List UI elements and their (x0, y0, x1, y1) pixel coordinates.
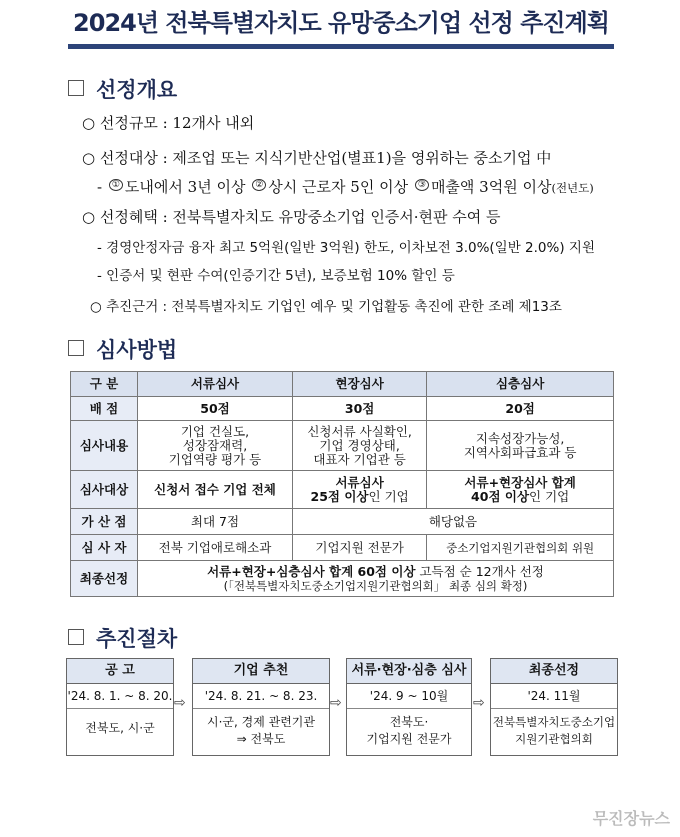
cond-2: 상시 근로자 5인 이상 (268, 178, 409, 196)
table-cell: 50점 (138, 397, 293, 421)
benefit-loan: - 경영안정자금 융자 최고 5억원(일반 3억원) 한도, 이차보전 3.0%(일반 2.0%) 지원 (97, 240, 595, 256)
review-table (70, 371, 614, 597)
section-heading-text: 선정개요 (96, 78, 178, 102)
final-rest: 고득점 순 12개사 선정 (415, 563, 544, 579)
cell-line: 서류심사 (335, 474, 384, 490)
cell-line: 지속성장가능성, (475, 430, 565, 446)
watermark: 무진장뉴스 (592, 809, 670, 828)
table-cell (427, 421, 614, 471)
arrow-right-icon: ⇨ (174, 695, 186, 711)
step-date: '24. 9 ~ 10월 (347, 684, 471, 709)
final-criteria: 서류+현장+심층심사 합계 60점 이상 (207, 563, 416, 579)
cell-line: 지역사회파급효과 등 (463, 444, 577, 460)
cell-line-rest: 인 기업 (529, 488, 570, 504)
step-date: '24. 8. 21. ~ 8. 23. (193, 684, 329, 709)
overview-benefit: ○ 선정혜택 : 전북특별자치도 유망중소기업 인증서·현판 수여 등 (82, 208, 501, 226)
cell-line: 서류+현장심사 합계 (464, 474, 576, 490)
step-title: 공 고 (67, 659, 173, 684)
step-final-selection (490, 658, 618, 756)
cell-line: 대표자 기업관 등 (313, 451, 406, 467)
cond-note: (전년도) (551, 181, 594, 195)
table-header-cell: 현장심사 (292, 372, 426, 397)
cell-line: 기업 건실도, (180, 423, 250, 439)
step-who-line: 시·군, 경제 관련기관 (207, 715, 315, 729)
table-cell: 20점 (427, 397, 614, 421)
step-review (346, 658, 472, 756)
cell-line: 성장잠재력, (182, 437, 248, 453)
table-cell: 최대 7점 (138, 509, 293, 535)
table-header-cell: 구 분 (71, 372, 138, 397)
step-title: 최종선정 (491, 659, 617, 684)
overview-basis: ○ 추진근거 : 전북특별자치도 기업인 예우 및 기업활동 촉진에 관한 조례 제13조 (90, 299, 562, 315)
section-heading-review (68, 334, 177, 364)
row-label: 심 사 자 (71, 535, 138, 561)
step-title: 서류·현장·심층 심사 (347, 659, 471, 684)
table-cell: 전북 기업애로해소과 (138, 535, 293, 561)
final-note: (「전북특별자치도중소기업지원기관협의회」 최종 심의 확정) (223, 578, 528, 593)
step-who-line: 전북도, 시·군 (85, 721, 155, 735)
step-who-line: ⇒ 전북도 (236, 732, 286, 746)
table-row-content (71, 421, 614, 471)
table-cell: 해당없음 (292, 509, 613, 535)
cell-line-bold: 40점 이상 (471, 488, 530, 504)
table-cell (138, 561, 614, 597)
benefit-certificate: - 인증서 및 현판 수여(인증기간 5년), 보증보험 10% 할인 등 (97, 268, 455, 284)
cell-line-rest: 인 기업 (368, 488, 409, 504)
mark-3: ③ (415, 179, 429, 191)
step-recommendation (192, 658, 330, 756)
overview-scale: ○ 선정규모 : 12개사 내외 (82, 114, 255, 132)
step-announcement (66, 658, 174, 756)
step-who-line: 전북특별자치도중소기업 (492, 715, 616, 729)
cond-1: 도내에서 3년 이상 (124, 178, 246, 196)
mark-2: ② (252, 179, 266, 191)
step-who (491, 709, 617, 748)
cond-3: 매출액 3억원 이상 (430, 178, 552, 196)
mark-1: ① (109, 179, 123, 191)
checkbox-square-icon (68, 80, 84, 96)
arrow-right-icon: ⇨ (330, 695, 342, 711)
section-heading-text: 심사방법 (96, 338, 178, 362)
table-header-cell: 심층심사 (427, 372, 614, 397)
step-date: '24. 8. 1. ~ 8. 20. (67, 684, 173, 709)
table-cell: 중소기업지원기관협의회 위원 (427, 535, 614, 561)
row-label: 심사대상 (71, 471, 138, 509)
table-row-bonus (71, 509, 614, 535)
row-label: 최종선정 (71, 561, 138, 597)
step-who (193, 709, 329, 748)
cell-line: 기업 경영상태, (319, 437, 400, 453)
table-row-final (71, 561, 614, 597)
table-row-score (71, 397, 614, 421)
table-header-cell: 서류심사 (138, 372, 293, 397)
step-title: 기업 추천 (193, 659, 329, 684)
step-who-line: 전북도· (389, 715, 429, 729)
step-date: '24. 11월 (491, 684, 617, 709)
table-cell: 신청서 접수 기업 전체 (138, 471, 293, 509)
step-who-line: 지원기관협의회 (515, 732, 593, 746)
table-cell (138, 421, 293, 471)
page-title: 2024년 전북특별자치도 유망중소기업 선정 추진계획 (68, 4, 614, 49)
row-label: 배 점 (71, 397, 138, 421)
overview-target: ○ 선정대상 : 제조업 또는 지식기반산업(별표1)을 영위하는 중소기업 中 (82, 149, 552, 167)
step-who (67, 709, 173, 737)
table-cell: 30점 (292, 397, 426, 421)
cell-line: 기업역량 평가 등 (168, 451, 262, 467)
table-header-row (71, 372, 614, 397)
table-cell (292, 471, 426, 509)
table-cell: 기업지원 전문가 (292, 535, 426, 561)
arrow-right-icon: ⇨ (473, 695, 485, 711)
table-row-target (71, 471, 614, 509)
table-cell (427, 471, 614, 509)
checkbox-square-icon (68, 340, 84, 356)
section-heading-procedure (68, 623, 177, 653)
table-row-judge (71, 535, 614, 561)
cell-line: 신청서류 사실확인, (307, 423, 412, 439)
step-who-line: 기업지원 전문가 (366, 732, 452, 746)
cell-line-bold: 25점 이상 (310, 488, 369, 504)
section-heading-overview (68, 74, 177, 104)
row-label: 가 산 점 (71, 509, 138, 535)
overview-conditions (97, 176, 594, 197)
step-who (347, 709, 471, 748)
table-cell (292, 421, 426, 471)
checkbox-square-icon (68, 629, 84, 645)
cond-prefix: - (97, 178, 107, 196)
row-label: 심사내용 (71, 421, 138, 471)
section-heading-text: 추진절차 (96, 627, 178, 651)
